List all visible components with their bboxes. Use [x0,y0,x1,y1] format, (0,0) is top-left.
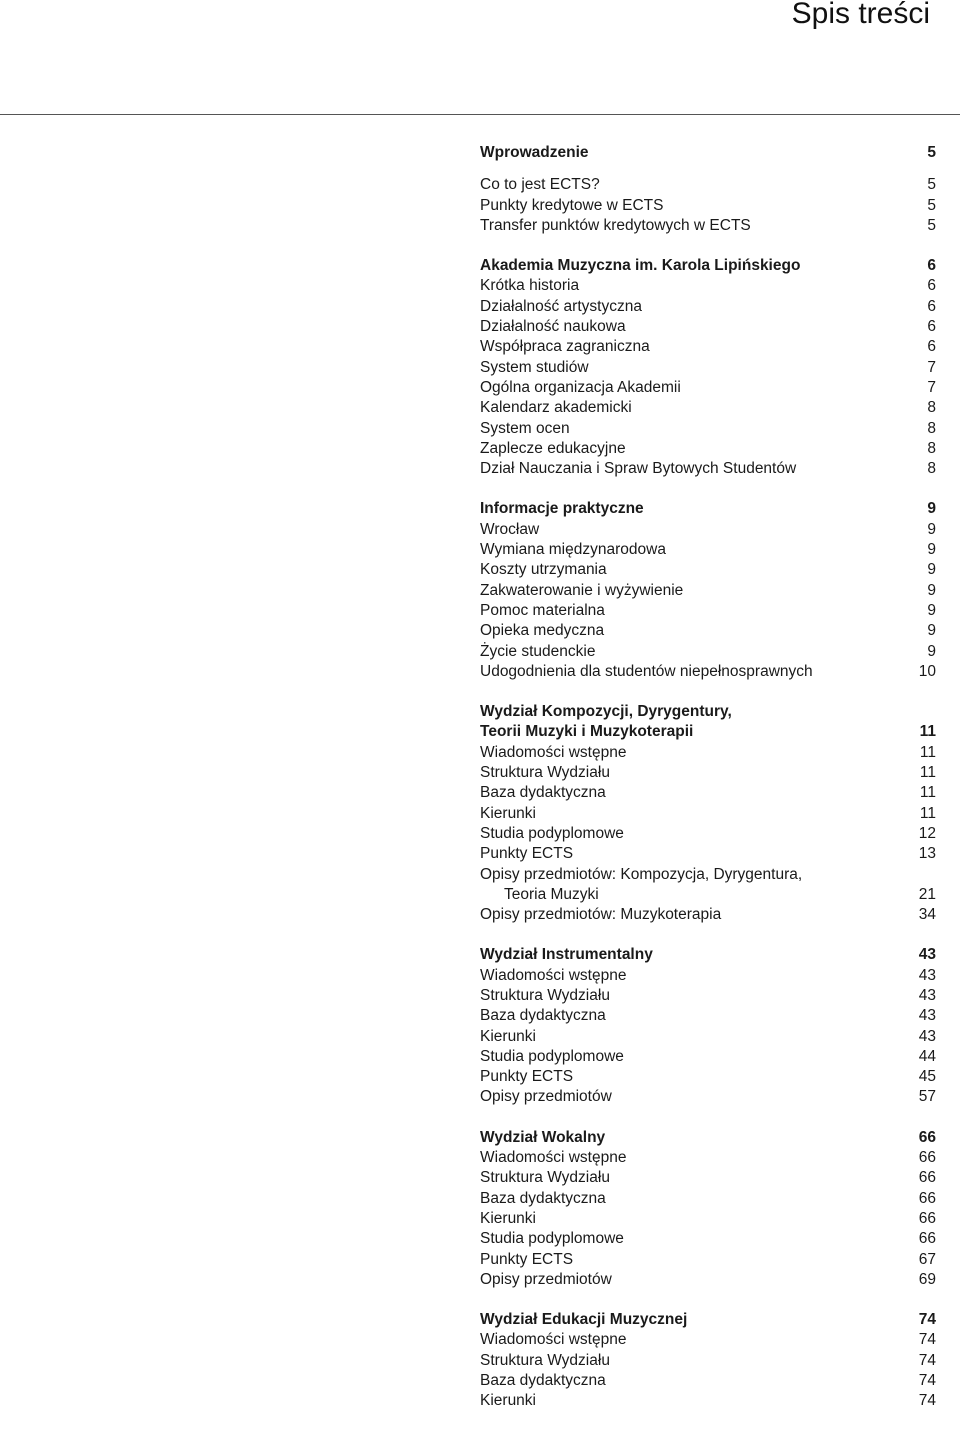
toc-entry-label: Struktura Wydziału [480,986,610,1004]
toc-entry-page: 66 [918,1149,936,1167]
toc-entry-label: Działalność artystyczna [480,297,642,315]
toc-entry[interactable] [480,1250,936,1270]
toc-entry-label: Opisy przedmiotów: Muzykoterapia [480,906,722,924]
toc-entry-page: 66 [918,1189,936,1207]
toc-entry[interactable] [480,276,936,296]
toc-entry-label: Studia podyplomowe [480,1047,624,1065]
toc-entry[interactable] [480,581,936,601]
toc-entry-label: Baza dydaktyczna [480,1007,606,1025]
toc-entry-label: Pomoc materialna [480,601,605,619]
toc-entry-label: Życie studenckie [480,642,596,660]
spacer [480,163,936,175]
toc-entry[interactable] [480,1351,936,1371]
toc-entry-label: Działalność naukowa [480,318,626,336]
toc-entry-page: 69 [918,1270,936,1288]
toc-entry[interactable] [480,196,936,216]
toc-entry-page: 45 [918,1068,936,1086]
toc-entry-page: 13 [918,845,936,863]
toc-heading-label: Akademia Muzyczna im. Karola Lipińskiego [480,257,801,275]
toc-entry-label: Opisy przedmiotów [480,1088,612,1106]
toc-entry-page: 9 [927,581,936,599]
toc-entry-label: Teoria Muzyki [504,885,599,903]
toc-entry-label: Co to jest ECTS? [480,176,600,194]
toc-entry[interactable] [480,966,936,986]
toc-entry-page: 8 [927,460,936,478]
toc-entry-page: 74 [918,1331,936,1349]
toc-entry-page: 5 [927,196,936,214]
toc-heading[interactable] [480,945,936,965]
toc-entry-label: Baza dydaktyczna [480,1189,606,1207]
toc-entry-page: 6 [927,318,936,336]
toc-entry-label: Zaplecze edukacyjne [480,439,626,457]
toc-section-akademia [480,256,936,479]
toc-entry-page: 5 [927,176,936,194]
toc-entry[interactable] [480,783,936,803]
toc-entry-label: Struktura Wydziału [480,1169,610,1187]
toc-entry-label: Opisy przedmiotów: Kompozycja, Dyrygentura, [480,865,803,883]
toc-entry-page: 66 [918,1169,936,1187]
toc-entry-label: Wymiana międzynarodowa [480,541,666,559]
toc-entry[interactable] [480,560,936,580]
toc-entry-page: 21 [918,885,936,903]
toc-entry-page: 66 [918,1209,936,1227]
toc-entry[interactable] [480,520,936,540]
toc-entry[interactable] [480,1229,936,1249]
toc-entry-page: 9 [927,601,936,619]
toc-entry-label: Punkty ECTS [480,1250,574,1268]
toc-entry[interactable] [480,1391,936,1411]
toc-entry-line[interactable] [480,865,936,885]
toc-heading[interactable] [480,1128,936,1148]
toc-entry-label: System studiów [480,358,589,376]
toc-entry-page: 9 [927,561,936,579]
title-divider [0,114,960,115]
toc-entry-label: Współpraca zagraniczna [480,338,650,356]
toc-entry[interactable] [480,1270,936,1290]
toc-entry-label: Punkty ECTS [480,1068,574,1086]
toc-heading-page: 66 [918,1128,936,1146]
toc-heading-label: Teorii Muzyki i Muzykoterapii [480,723,694,741]
toc-entry-label: Wiadomości wstępne [480,1149,627,1167]
toc-entry[interactable] [480,844,936,864]
toc-entry-label: Dział Nauczania i Spraw Bytowych Studentów [480,460,797,478]
toc-heading[interactable] [480,256,936,276]
toc-entry-label: Wiadomości wstępne [480,1331,627,1349]
toc-section-edukacja [480,1310,936,1411]
toc-entry[interactable] [480,763,936,783]
toc-entry-label: Punkty kredytowe w ECTS [480,196,664,214]
toc-entry-label: Kierunki [480,1027,536,1045]
toc-entry-page: 6 [927,297,936,315]
toc-entry[interactable] [480,986,936,1006]
toc-heading-page: 11 [919,723,936,741]
toc-entry-page: 43 [918,1027,936,1045]
toc-entry-page: 74 [918,1351,936,1369]
toc-entry-page: 6 [927,338,936,356]
toc-entry[interactable] [480,1027,936,1047]
toc-section-informacje [480,499,936,682]
toc-entry-label: Opisy przedmiotów [480,1270,612,1288]
toc-heading-page: 43 [918,946,936,964]
toc-entry-label: Kierunki [480,1392,536,1410]
toc-heading-label: Wydział Wokalny [480,1128,606,1146]
toc-entry-label: Studia podyplomowe [480,824,624,842]
toc-entry[interactable] [480,642,936,662]
toc-entry-page: 44 [918,1047,936,1065]
toc-entry[interactable] [480,1087,936,1107]
toc-heading-page: 74 [918,1311,936,1329]
toc-entry[interactable] [480,621,936,641]
toc-entry-page: 8 [927,399,936,417]
toc-entry-label: Opieka medyczna [480,622,605,640]
toc-section-kompozycja [480,702,936,925]
toc-entry-page: 5 [927,216,936,234]
toc-entry[interactable] [480,905,936,925]
toc-entry-page: 7 [927,358,936,376]
toc-entry[interactable] [480,662,936,682]
toc-entry[interactable] [480,1006,936,1026]
toc-entry-page: 66 [918,1230,936,1248]
toc-entry[interactable] [480,1047,936,1067]
toc-entry[interactable] [480,398,936,418]
page-title: Spis treści [791,0,930,30]
toc-entry[interactable] [480,358,936,378]
toc-section-intro [480,143,936,236]
toc-heading-label: Wydział Instrumentalny [480,946,653,964]
toc-section-wokalny [480,1128,936,1290]
toc-section-instrumentalny [480,945,936,1107]
toc-entry-page: 10 [918,662,936,680]
toc-heading[interactable] [480,1310,936,1330]
toc-entry[interactable] [480,1067,936,1087]
toc-entry[interactable] [480,216,936,236]
toc-entry-page: 11 [919,764,936,782]
toc-entry[interactable] [480,824,936,844]
toc-heading-page: 6 [927,257,936,275]
toc-entry-page: 8 [927,439,936,457]
toc-entry-page: 43 [918,1007,936,1025]
toc-entry[interactable] [480,317,936,337]
toc-entry-page: 11 [919,743,936,761]
toc-entry[interactable] [480,1371,936,1391]
toc-entry[interactable] [480,1330,936,1350]
toc-heading[interactable] [480,722,936,742]
toc-entry-page: 11 [919,784,936,802]
toc-entry-page: 11 [919,804,936,822]
toc-entry[interactable] [480,743,936,763]
toc-entry-label: Wrocław [480,520,540,538]
toc-entry-page: 6 [927,277,936,295]
toc-entry[interactable] [480,1168,936,1188]
toc-entry-label: Struktura Wydziału [480,1351,610,1369]
toc-entry-page: 9 [927,642,936,660]
toc-entry-label: Struktura Wydziału [480,764,610,782]
toc-heading-page: 5 [927,144,936,161]
toc-entry-label: Wiadomości wstępne [480,743,627,761]
toc-entry-page: 67 [918,1250,936,1268]
toc-entry-label: Wiadomości wstępne [480,966,627,984]
toc-entry[interactable] [480,439,936,459]
toc-entry[interactable] [480,378,936,398]
toc-entry-label: Transfer punktów kredytowych w ECTS [480,216,751,234]
toc-entry-label: Udogodnienia dla studentów niepełnosprawnych [480,662,813,680]
toc-entry-label: Punkty ECTS [480,845,574,863]
toc-entry-page: 12 [918,824,936,842]
toc-entry-label: Kalendarz akademicki [480,399,632,417]
toc-entry[interactable] [480,804,936,824]
toc-entry-page: 43 [918,986,936,1004]
toc-entry-label: Studia podyplomowe [480,1230,624,1248]
toc-entry-page: 7 [927,378,936,396]
toc-entry-label: Kierunki [480,1209,536,1227]
toc-heading[interactable] [480,499,936,519]
toc-entry[interactable] [480,175,936,195]
toc-heading-label: Wprowadzenie [480,144,589,161]
toc-entry[interactable] [480,1189,936,1209]
toc-entry-label: Ogólna organizacja Akademii [480,378,681,396]
table-of-contents [480,143,936,1432]
toc-entry[interactable] [480,1148,936,1168]
toc-entry-page: 57 [918,1088,936,1106]
toc-entry-page: 8 [927,419,936,437]
toc-entry[interactable] [480,297,936,317]
toc-entry-label: Baza dydaktyczna [480,1372,606,1390]
toc-heading-line: Wydział Kompozycji, Dyrygentury, [480,703,732,721]
toc-entry[interactable] [480,885,936,905]
toc-heading[interactable] [480,143,936,163]
toc-entry[interactable] [480,601,936,621]
toc-entry[interactable] [480,540,936,560]
toc-entry-label: System ocen [480,419,570,437]
toc-entry-page: 34 [918,906,936,924]
toc-heading-page: 9 [927,500,936,518]
toc-entry-page: 43 [918,966,936,984]
toc-entry-page: 9 [927,520,936,538]
toc-heading-label: Informacje praktyczne [480,500,644,518]
toc-heading-label: Wydział Edukacji Muzycznej [480,1311,688,1329]
toc-entry-page: 74 [918,1392,936,1410]
toc-entry-label: Krótka historia [480,277,580,295]
toc-entry-label: Zakwaterowanie i wyżywienie [480,581,684,599]
toc-entry-label: Baza dydaktyczna [480,784,606,802]
toc-entry-label: Koszty utrzymania [480,561,607,579]
toc-entry[interactable] [480,1209,936,1229]
toc-entry-page: 74 [918,1372,936,1390]
toc-entry-page: 9 [927,622,936,640]
toc-entry-label: Kierunki [480,804,536,822]
toc-entry[interactable] [480,419,936,439]
toc-entry[interactable] [480,337,936,357]
toc-entry-page: 9 [927,541,936,559]
toc-entry[interactable] [480,459,936,479]
